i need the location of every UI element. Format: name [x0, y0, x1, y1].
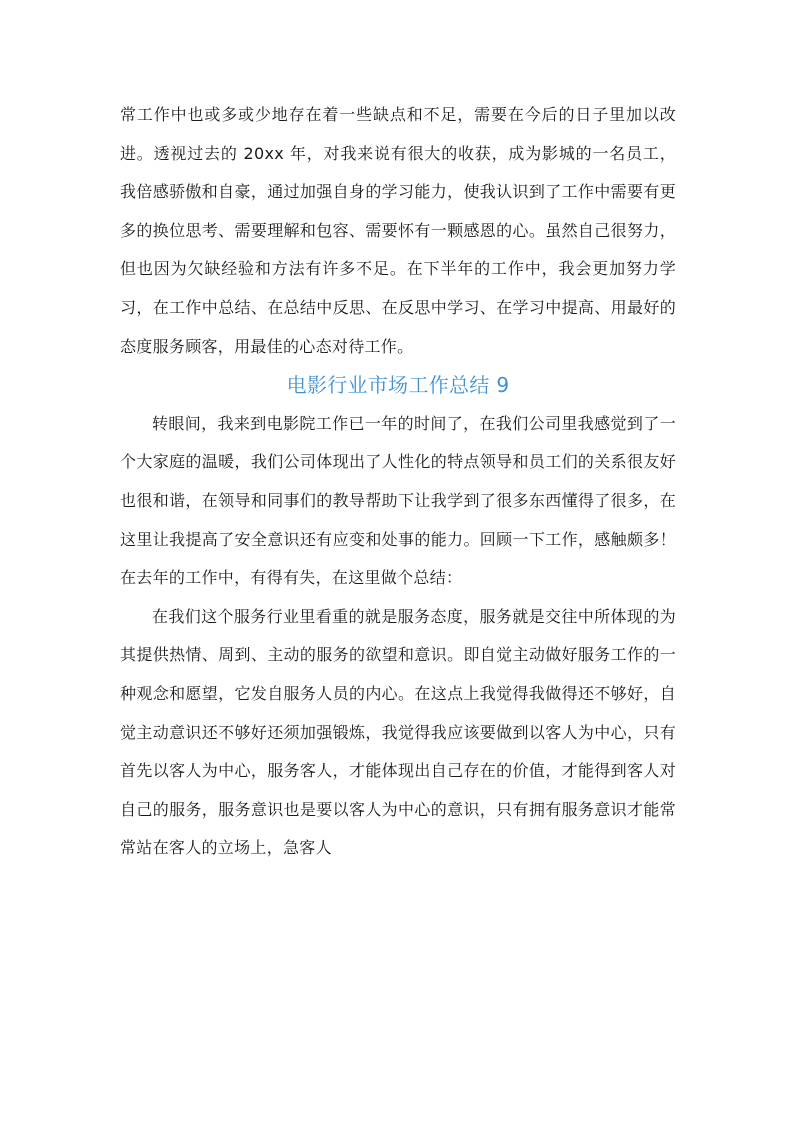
paragraph-continued: 常工作中也或多或少地存在着一些缺点和不足，需要在今后的日子里加以改进。透视过去的 20xx 年，对我来说有很大的收获，成为影城的一名员工，我倍感骄傲和自豪，通过加强自身的学习能力，使我认识到了工作中需要有更多的换位思考、需要理解和包容、需要怀有一颗感恩的心。虽然自己很努力，但也因为欠缺经验和方法有许多不足。在下半年的工作中，我会更加努力学习，在工作中总结、在总结中反思、在反思中学习、在学习中提高、用最好的态度服务顾客，用最佳的心态对待工作。 — [120, 105, 676, 356]
paragraph-intro: 转眼间，我来到电影院工作已一年的时间了，在我们公司里我感觉到了一个大家庭的温暖，我们公司体现出了人性化的特点领导和员工们的关系很友好也很和谐，在领导和同事们的教导帮助下让我学到了很多东西懂得了很多，在这里让我提高了安全意识还有应变和处事的能力。回顾一下工作，感触颇多！在去年的工作中，有得有失，在这里做个总结： — [120, 413, 676, 588]
paragraph-service: 在我们这个服务行业里看重的就是服务态度，服务就是交往中所体现的为其提供热情、周到、主动的服务的欲望和意识。即自觉主动做好服务工作的一种观念和愿望，它发自服务人员的内心。在这点上我觉得我做得还不够好，自觉主动意识还不够好还须加强锻炼，我觉得我应该要做到以客人为中心，只有首先以客人为中心，服务客人，才能体现出自己存在的价值，才能得到客人对自己的服务，服务意识也是要以客人为中心的意识，只有拥有服务意识才能常常站在客人的立场上，急客人 — [120, 606, 676, 858]
section-heading: 电影行业市场工作总结 9 — [286, 373, 510, 398]
document-body — [120, 96, 676, 868]
